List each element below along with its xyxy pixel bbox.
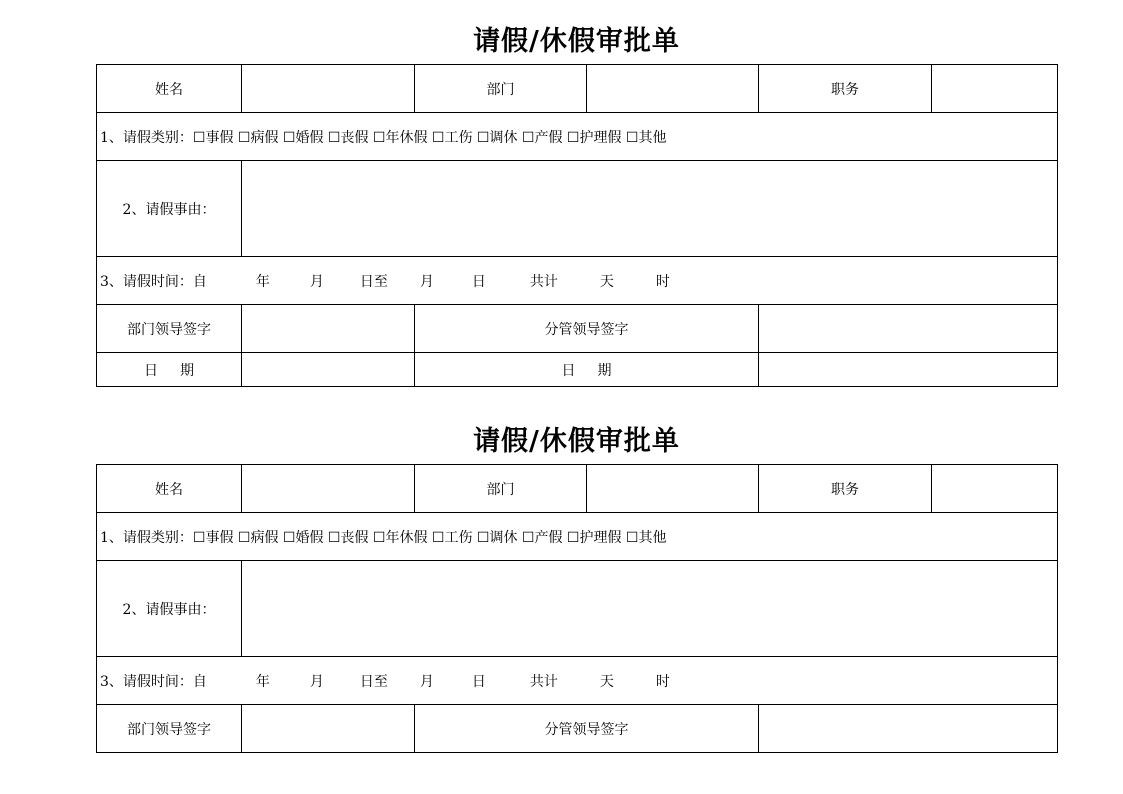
branch-leader-sign-label: 分管领导签字 — [415, 305, 759, 353]
name-field[interactable] — [242, 65, 415, 113]
time-prefix: 3、请假时间：自 — [100, 673, 207, 690]
position-field[interactable] — [932, 465, 1058, 513]
hours-label: 时 — [655, 673, 670, 690]
total-label: 共计 — [529, 673, 558, 690]
reason-field[interactable] — [242, 561, 1058, 657]
dept-field[interactable] — [587, 465, 759, 513]
branch-leader-sign-field[interactable] — [759, 705, 1058, 753]
leave-time-row[interactable] — [97, 257, 1058, 305]
day2-label: 日 — [471, 273, 486, 290]
leave-time-row[interactable] — [97, 657, 1058, 705]
month-label: 月 — [309, 273, 324, 290]
position-label: 职务 — [759, 65, 932, 113]
dept-leader-sign-label: 部门领导签字 — [97, 705, 242, 753]
date-label-2: 日 期 — [415, 353, 759, 387]
day-to-label: 日至 — [359, 273, 388, 290]
leave-form-2 — [96, 464, 1058, 753]
reason-field[interactable] — [242, 161, 1058, 257]
position-field[interactable] — [932, 65, 1058, 113]
position-label: 职务 — [759, 465, 932, 513]
day2-label: 日 — [471, 673, 486, 690]
branch-leader-sign-label: 分管领导签字 — [415, 705, 759, 753]
reason-label: 2、请假事由： — [97, 561, 242, 657]
day-to-label: 日至 — [359, 673, 388, 690]
leave-form-1 — [96, 64, 1058, 387]
days-label: 天 — [599, 673, 614, 690]
reason-label: 2、请假事由： — [97, 161, 242, 257]
dept-date-field[interactable] — [242, 353, 415, 387]
name-label: 姓名 — [97, 465, 242, 513]
hours-label: 时 — [655, 273, 670, 290]
dept-leader-sign-field[interactable] — [242, 705, 415, 753]
form-title: 请假/休假审批单 — [473, 26, 680, 57]
dept-label: 部门 — [415, 65, 587, 113]
year-label: 年 — [255, 273, 270, 290]
total-label: 共计 — [529, 273, 558, 290]
name-label: 姓名 — [97, 65, 242, 113]
days-label: 天 — [599, 273, 614, 290]
year-label: 年 — [255, 673, 270, 690]
branch-leader-sign-field[interactable] — [759, 305, 1058, 353]
leave-type-row[interactable]: 1、请假类别：☐事假 ☐病假 ☐婚假 ☐丧假 ☐年休假 ☐工伤 ☐调休 ☐产假 ☐护理假 ☐其他 — [97, 513, 1058, 561]
dept-label: 部门 — [415, 465, 587, 513]
name-field[interactable] — [242, 465, 415, 513]
month2-label: 月 — [419, 273, 434, 290]
dept-leader-sign-label: 部门领导签字 — [97, 305, 242, 353]
month-label: 月 — [309, 673, 324, 690]
time-prefix: 3、请假时间：自 — [100, 273, 207, 290]
dept-field[interactable] — [587, 65, 759, 113]
form-title-2: 请假/休假审批单 — [473, 426, 680, 457]
month2-label: 月 — [419, 673, 434, 690]
date-label: 日 期 — [97, 353, 242, 387]
dept-leader-sign-field[interactable] — [242, 305, 415, 353]
leave-type-row[interactable]: 1、请假类别：☐事假 ☐病假 ☐婚假 ☐丧假 ☐年休假 ☐工伤 ☐调休 ☐产假 ☐护理假 ☐其他 — [97, 113, 1058, 161]
branch-date-field[interactable] — [759, 353, 1058, 387]
